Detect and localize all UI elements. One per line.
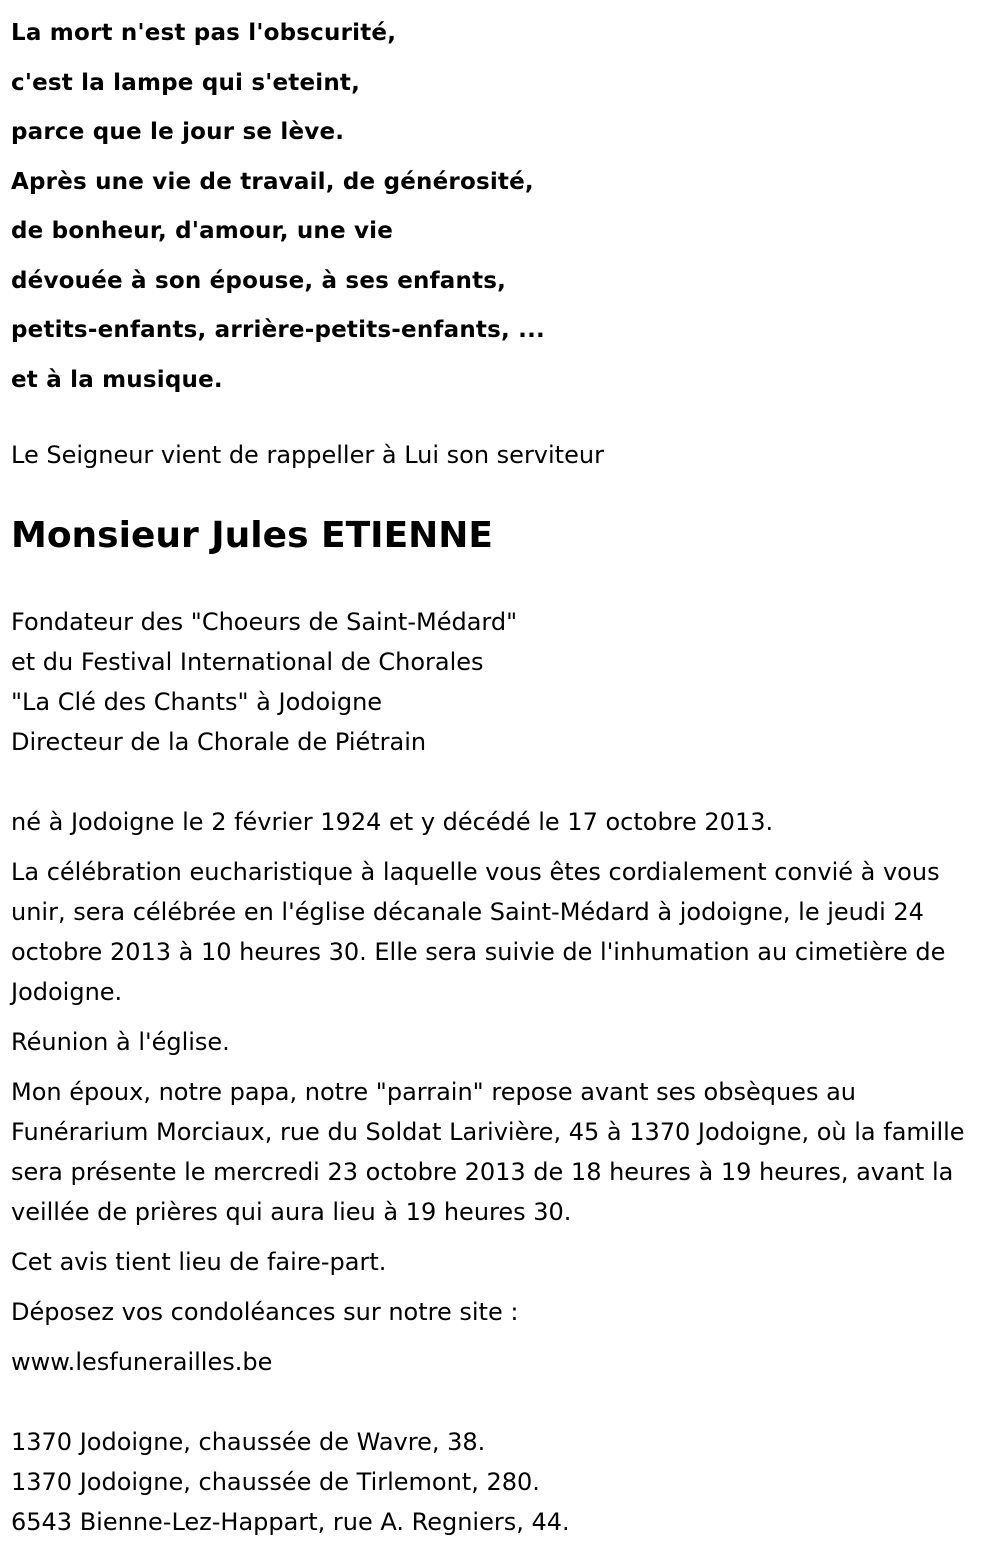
poem-line: c'est la lampe qui s'eteint, — [11, 69, 361, 96]
poem-line: Après une vie de travail, de générosité, — [11, 168, 534, 195]
addresses — [11, 1422, 991, 1542]
notice-text: Cet avis tient lieu de faire-part. — [11, 1248, 387, 1276]
poem-line: et à la musique. — [11, 366, 223, 393]
poem-line: La mort n'est pas l'obscurité, — [11, 20, 397, 46]
title-line: et du Festival International de Chorales — [11, 648, 484, 676]
obituary-notice — [11, 0, 991, 1542]
ceremony-text: La célébration eucharistique à laquelle vous êtes cordialement convié à vous unir, sera célébrée en l'église décanale Saint-Médard à jodoigne, le jeudi 24 octobre 2013 à 10 heures 30. Elle sera suivie de l'inhumation au cimetière de Jodoigne. — [11, 858, 946, 1006]
condolences-text: Déposez vos condoléances sur notre site : — [11, 1298, 519, 1326]
poem-line: petits-enfants, arrière-petits-enfants, ... — [11, 317, 545, 343]
intro-text: Le Seigneur vient de rappeller à Lui son serviteur — [11, 441, 604, 469]
address-line: 1370 Jodoigne, chaussée de Tirlemont, 280. — [11, 1468, 540, 1496]
poem — [11, 9, 991, 405]
website-link[interactable]: www.lesfunerailles.be — [11, 1348, 273, 1376]
birth-death-text: né à Jodoigne le 2 février 1924 et y décédé le 17 octobre 2013. — [11, 808, 774, 836]
titles — [11, 602, 991, 762]
address-line: 6543 Bienne-Lez-Happart, rue A. Regniers, 44. — [11, 1508, 570, 1536]
rest-text: Mon époux, notre papa, notre "parrain" repose avant ses obsèques au Funérarium Morciaux, rue du Soldat Larivière, 45 à 1370 Jodoigne, où la famille sera présente le mercredi 23 octobre 2013 de 18 heures à 19 heures, avant la veillée de prières qui aura lieu à 19 heures 30. — [11, 1078, 965, 1226]
meeting-text: Réunion à l'église. — [11, 1028, 230, 1056]
title-line: Fondateur des "Choeurs de Saint-Médard" — [11, 608, 518, 636]
poem-line: de bonheur, d'amour, une vie — [11, 218, 394, 244]
poem-line: dévouée à son épouse, à ses enfants, — [11, 267, 507, 294]
title-line: Directeur de la Chorale de Piétrain — [11, 728, 427, 756]
deceased-name: Monsieur Jules ETIENNE — [11, 515, 494, 556]
poem-line: parce que le jour se lève. — [11, 119, 345, 145]
title-line: "La Clé des Chants" à Jodoigne — [11, 688, 383, 716]
address-line: 1370 Jodoigne, chaussée de Wavre, 38. — [11, 1428, 486, 1456]
